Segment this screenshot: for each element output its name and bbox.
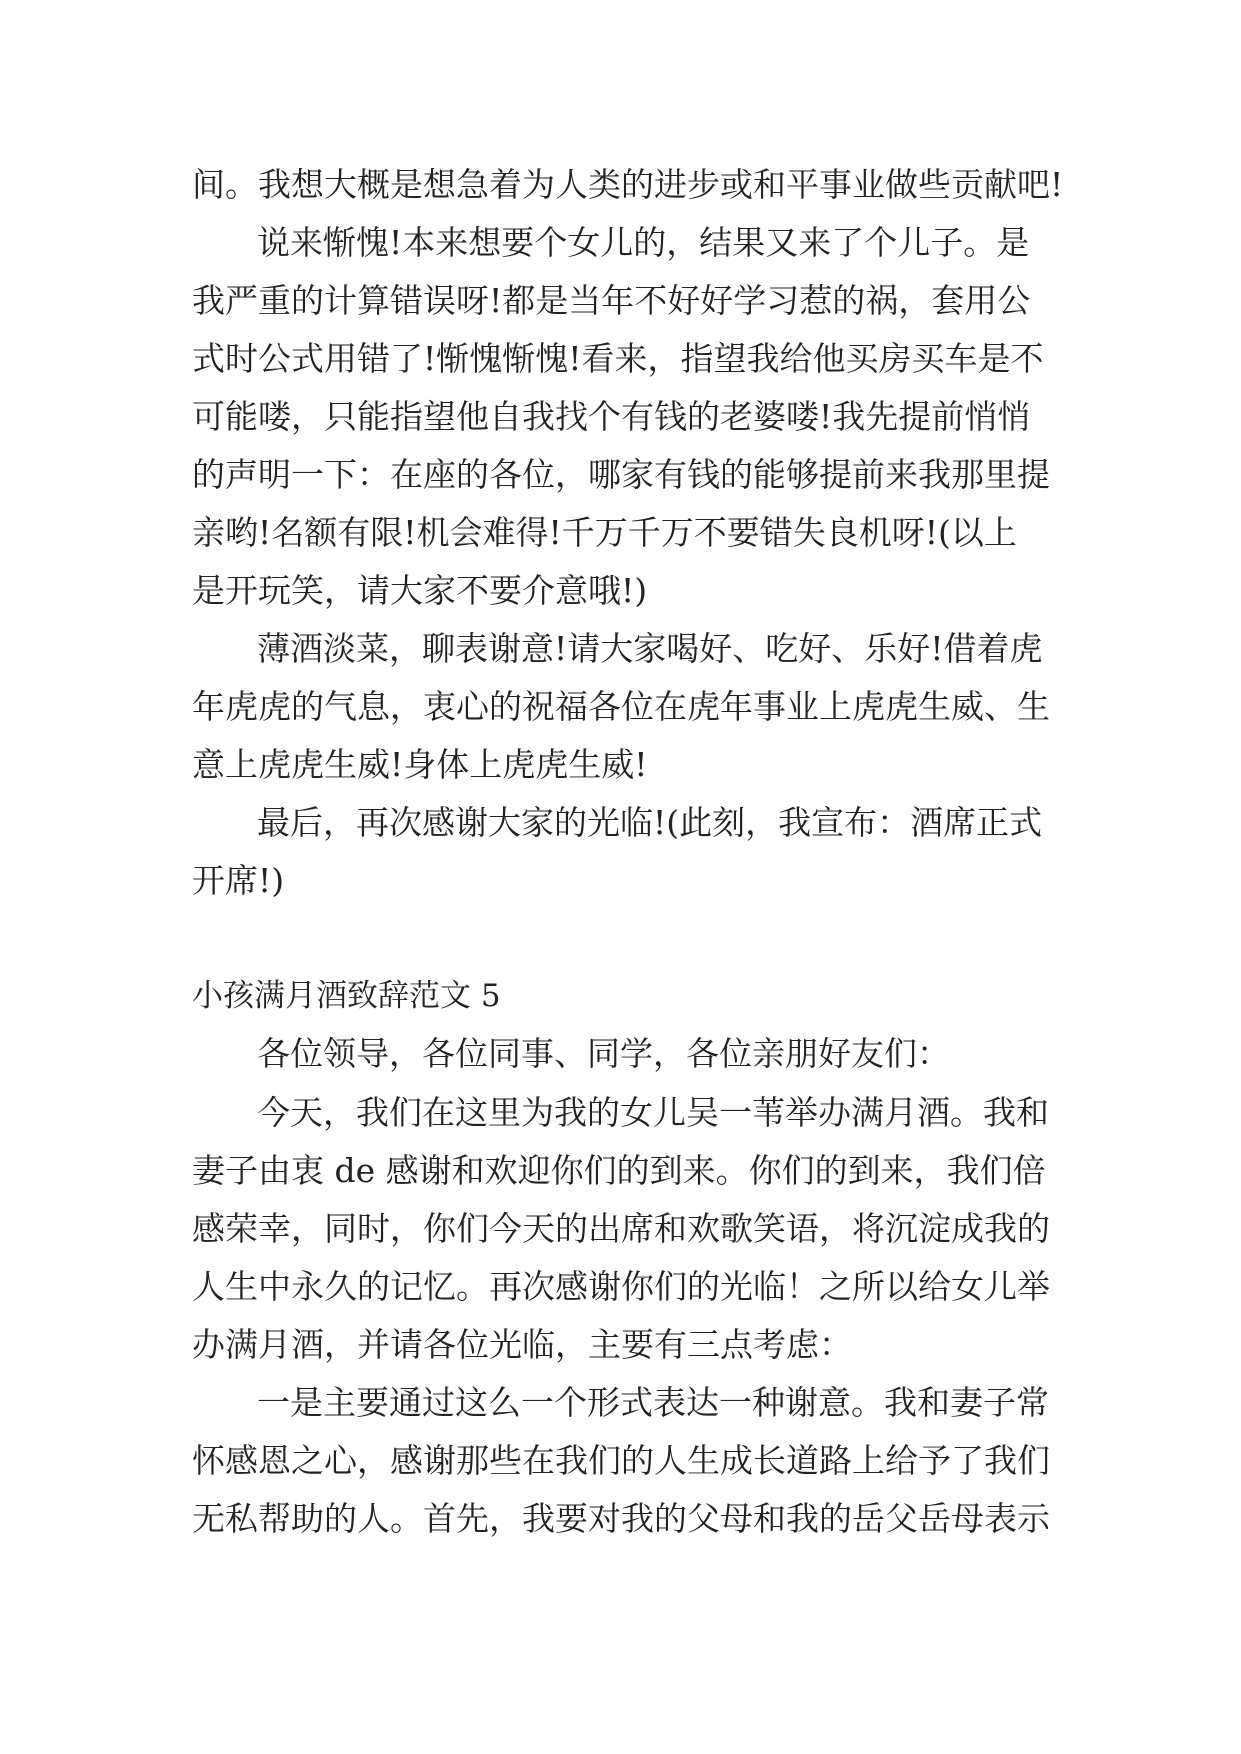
text-line: 我严重的计算错误呀!都是当年不好好学习惹的祸，套用公 <box>192 281 1031 320</box>
text-line: 式时公式用错了!惭愧惭愧!看来，指望我给他买房买车是不 <box>192 339 1044 378</box>
text-line: 妻子由衷 de 感谢和欢迎你们的到来。你们的到来，我们倍 <box>192 1151 1046 1190</box>
paragraph-first-line: 今天，我们在这里为我的女儿吴一苇举办满月酒。我和 <box>257 1093 1049 1132</box>
text-line: 年虎虎的气息，衷心的祝福各位在虎年事业上虎虎生威、生 <box>192 687 1050 726</box>
text-line: 无私帮助的人。首先，我要对我的父母和我的岳父岳母表示 <box>192 1499 1050 1538</box>
paragraph-first-line: 薄酒淡菜，聊表谢意!请大家喝好、吃好、乐好!借着虎 <box>257 629 1043 668</box>
paragraph-first-line: 一是主要通过这么一个形式表达一种谢意。我和妻子常 <box>257 1383 1049 1422</box>
paragraph-first-line: 说来惭愧!本来想要个女儿的，结果又来了个儿子。是 <box>257 223 1030 262</box>
paragraph-first-line: 各位领导，各位同事、同学，各位亲朋好友们： <box>257 1034 950 1073</box>
text-line: 可能喽，只能指望他自我找个有钱的老婆喽!我先提前悄悄 <box>192 397 1031 436</box>
text-line: 是开玩笑，请大家不要介意哦!) <box>192 571 648 610</box>
text-line: 意上虎虎生威!身体上虎虎生威! <box>192 745 648 784</box>
section-heading: 小孩满月酒致辞范文 5 <box>192 978 501 1014</box>
text-line: 开席!) <box>192 861 285 900</box>
text-line: 感荣幸，同时，你们今天的出席和欢歌笑语，将沉淀成我的 <box>192 1209 1050 1248</box>
text-line: 怀感恩之心，感谢那些在我们的人生成长道路上给予了我们 <box>192 1441 1050 1480</box>
paragraph-first-line: 最后，再次感谢大家的光临!(此刻，我宣布：酒席正式 <box>257 803 1043 842</box>
text-line: 亲哟!名额有限!机会难得!千万千万不要错失良机呀!(以上 <box>192 513 1017 552</box>
text-line: 间。我想大概是想急着为人类的进步或和平事业做些贡献吧! <box>192 165 1064 204</box>
text-line: 办满月酒，并请各位光临，主要有三点考虑： <box>192 1325 852 1364</box>
text-line: 的声明一下：在座的各位，哪家有钱的能够提前来我那里提 <box>192 455 1050 494</box>
text-line: 人生中永久的记忆。再次感谢你们的光临！之所以给女儿举 <box>192 1267 1050 1306</box>
